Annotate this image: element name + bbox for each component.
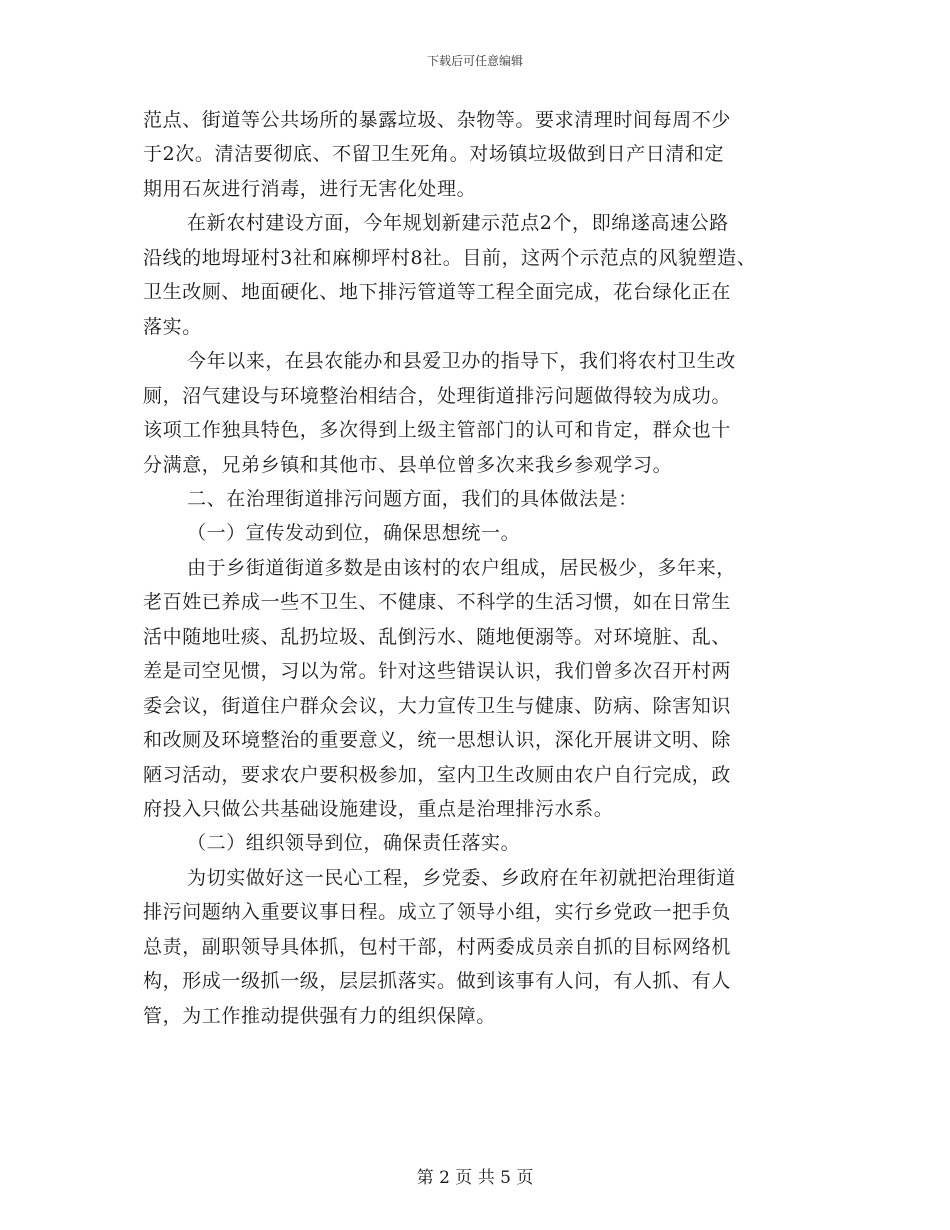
paragraph-line: 二、在治理街道排污问题方面，我们的具体做法是： <box>187 487 638 510</box>
paragraph-line: 委会议，街道住户群众会议，大力宣传卫生与健康、防病、除害知识 <box>143 694 732 717</box>
paragraph-line: 卫生改厕、地面硬化、地下排污管道等工程全面完成，花台绿化正在 <box>143 281 732 304</box>
paragraph-line: 和改厕及环境整治的重要意义，统一思想认识，深化开展讲文明、除 <box>143 729 732 752</box>
paragraph-line: 范点、街道等公共场所的暴露垃圾、杂物等。要求清理时间每周不少 <box>143 109 732 131</box>
paragraph-line: 沿线的地坶垭村3社和麻柳坪村8社。目前，这两个示范点的风貌塑造、 <box>143 246 757 269</box>
paragraph-line: 活中随地吐痰、乱扔垃圾、乱倒污水、随地便溺等。对环境脏、乱、 <box>143 625 732 648</box>
paragraph-line: 排污问题纳入重要议事日程。成立了领导小组，实行乡党政一把手负 <box>143 901 732 924</box>
paragraph-line: 差是司空见惯，习以为常。针对这些错误认识，我们曾多次召开村两 <box>143 660 732 683</box>
paragraph-line: 在新农村建设方面，今年规划新建示范点2个，即绵遂高速公路 <box>187 212 729 235</box>
paragraph-line: 厕，沼气建设与环境整治相结合，处理街道排污问题做得较为成功。 <box>143 384 732 407</box>
page-header: 下载后可任意编辑 <box>426 54 523 68</box>
paragraph-line: 期用石灰进行消毒，进行无害化处理。 <box>143 177 477 200</box>
paragraph-line: 该项工作独具特色，多次得到上级主管部门的认可和肯定，群众也十 <box>143 419 732 442</box>
paragraph-line: 落实。 <box>143 315 202 338</box>
paragraph-line: 陋习活动，要求农户要积极参加，室内卫生改厕由农户自行完成，政 <box>143 763 732 786</box>
paragraph-line: 由于乡街道街道多数是由该村的农户组成，居民极少，多年来， <box>187 556 736 579</box>
paragraph-line: 分满意，兄弟乡镇和其他市、县单位曾多次来我乡参观学习。 <box>143 453 673 476</box>
paragraph-line: 今年以来，在县农能办和县爱卫办的指导下，我们将农村卫生改 <box>187 350 736 373</box>
paragraph-line: （二）组织领导到位，确保责任落实。 <box>187 832 521 855</box>
paragraph-line: 府投入只做公共基础设施建设，重点是治理排污水系。 <box>143 798 614 820</box>
paragraph-line: 总责，副职领导具体抓，包村干部，村两委成员亲自抓的目标网络机 <box>143 935 732 958</box>
paragraph-line: 老百姓已养成一些不卫生、不健康、不科学的生活习惯，如在日常生 <box>143 591 732 614</box>
paragraph-line: （一）宣传发动到位，确保思想统一。 <box>187 522 521 545</box>
paragraph-line: 于2次。清洁要彻底、不留卫生死角。对场镇垃圾做到日产日清和定 <box>143 143 725 166</box>
paragraph-line: 构，形成一级抓一级，层层抓落实。做到该事有人问，有人抓、有人 <box>143 970 732 993</box>
paragraph-line: 管，为工作推动提供强有力的组织保障。 <box>143 1004 496 1027</box>
page-number: 第 2 页 共 5 页 <box>416 1168 534 1188</box>
paragraph-line: 为切实做好这一民心工程，乡党委、乡政府在年初就把治理街道 <box>187 866 736 889</box>
